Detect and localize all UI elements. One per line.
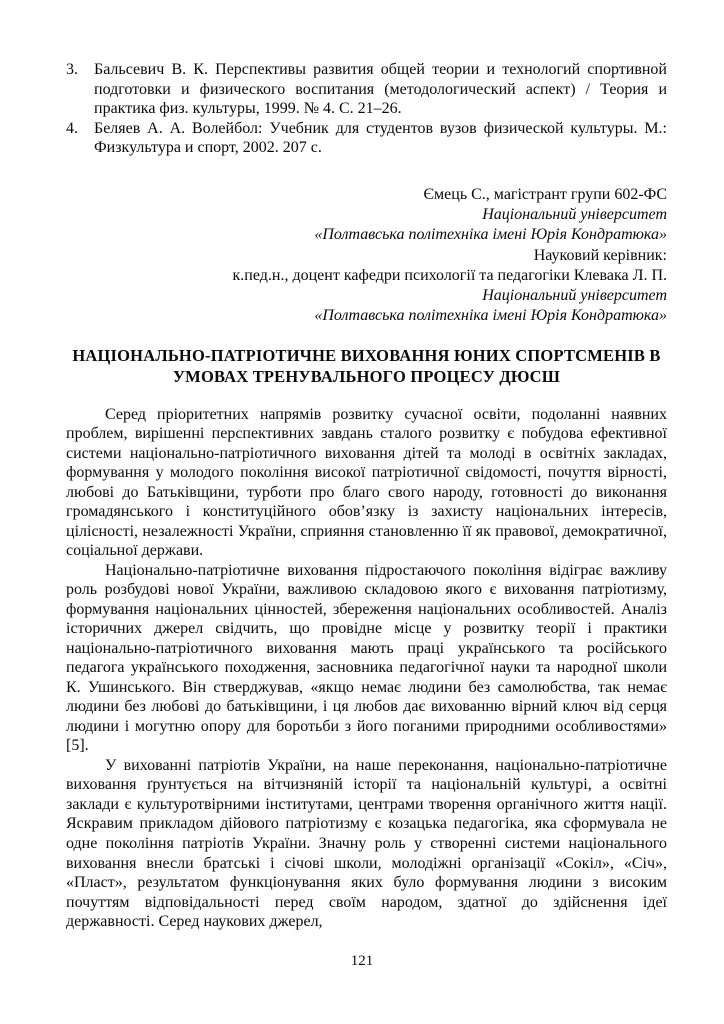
- supervisor-name-line: к.пед.н., доцент кафедри психології та педагогіки Клевака Л. П.: [232, 266, 667, 284]
- author-block: [66, 185, 667, 327]
- reference-text: Беляев А. А. Волейбол: Учебник для студентов вузов физической культуры. М.: Физкультура и спорт, 2002. 207 с.: [94, 119, 667, 157]
- paragraph: У вихованні патріотів України, на наше переконання, національно-патріотичне виховання ґрунтується на вітчизняній історії та національній культурі, а освітні заклади є культуротвірними інститутами, центрами творення органічного життя нації. Яскравим прикладом дійового патріотизму є козацька педагогіка, яка сформувала не одне покоління патріотів України. Значну роль у створенні системи національного виховання внесли братські і січові школи, молодіжні організації «Сокіл», «Січ», «Пласт», результатом функціонування яких було формування людини з високим почуттям відповідальності перед своїм народом, здатної до здійснення ідеї державності. Серед наукових джерел,: [66, 756, 667, 931]
- page-number: 121: [350, 953, 374, 969]
- supervisor-university-name-line: «Полтавська політехніка імені Юрія Кондратюка»: [314, 307, 667, 325]
- reference-text: Бальсевич В. К. Перспективы развития общей теории и технологий спортивной подготовки и физического воспитания (методологический аспект) / Теория и практика физ. культуры, 1999. № 4. С. 21–26.: [94, 61, 667, 118]
- paragraph: Національно-патріотичне виховання підростаючого покоління відіграє важливу роль розбудові нової України, важливою складовою якого є виховання патріотизму, формування національних цінностей, збереження національних особливостей. Аналіз історичних джерел свідчить, що провідне місце у розвитку теорії і практики національно-патріотичного виховання мають праці українського та російського педагога українського походження, засновника педагогічної науки та народної школи К. Ушинського. Він стверджував, «якщо немає людини без самолюбства, так немає людини без любові до батьківщини, і ця любов дає вихованню вірний ключ від серця людини і могутню опору для боротьби з його поганими природними особливостями» [5].: [66, 561, 667, 755]
- reference-item: [66, 119, 667, 158]
- author-university-name-line: «Полтавська політехніка імені Юрія Кондратюка»: [314, 226, 667, 244]
- reference-item: [66, 60, 667, 119]
- supervisor-university-line: Національний університет: [482, 287, 667, 305]
- paragraph: Серед пріоритетних напрямів розвитку сучасної освіти, подоланні наявних проблем, вирішенні перспективних завдань сталого розвитку є побудова ефективної системи національно-патріотичного виховання дітей та молоді в освітніх закладах, формування у молодого покоління високої патріотичної свідомості, почуття вірності, любові до Батьківщини, турботи про благо свого народу, готовності до виконання громадянського і конституційного обов’язку із захисту національних інтересів, цілісності, незалежності України, сприяння становленню її як правової, демократичної, соціальної держави.: [66, 405, 667, 560]
- paper-title: НАЦІОНАЛЬНО-ПАТРІОТИЧНЕ ВИХОВАННЯ ЮНИХ СПОРТСМЕНІВ В УМОВАХ ТРЕНУВАЛЬНОГО ПРОЦЕСУ ДЮСШ: [72, 345, 661, 387]
- reference-number: 4.: [66, 119, 78, 137]
- paper-body: [66, 405, 667, 932]
- reference-number: 3.: [66, 61, 78, 78]
- author-name-line: Ємець С., магістрант групи 602-ФС: [423, 185, 667, 203]
- author-university-line: Національний університет: [482, 205, 667, 223]
- supervisor-heading-line: Науковий керівник:: [533, 246, 667, 264]
- reference-list: [66, 60, 667, 158]
